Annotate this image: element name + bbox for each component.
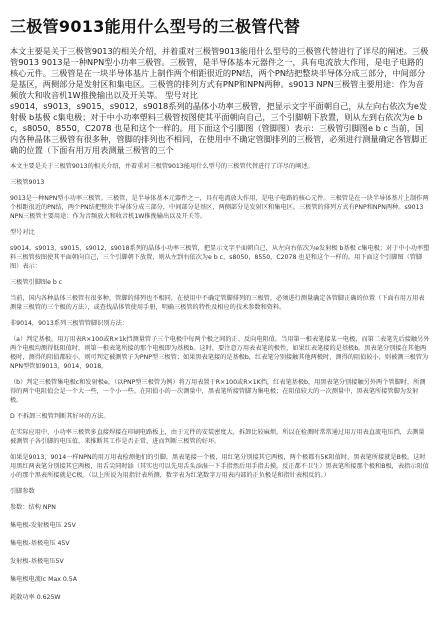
paragraph-multimeter: 如果是9013，9014一样NPN的用万用表检测他们的引脚，黑表笔接一个极，用红笔分别接其它两极，两个极都有5K阻值时，黑表笔所接就是B极。这时用黑红两表笔分别接其它两极，用舌尖同时舔（其实也可以先用舌头添湿一下手指然后用手指去摸，反正都不卫生）黑表笔所接那个极和B极，表指示阻值小的那个黑表所接就是C极。（以上所说为用指针表所测，数字表为红笔数字万用表内部的正负极是和指针表相反的。） [10, 454, 429, 479]
param-item: 参数：结构 NPN [10, 504, 56, 511]
paragraph-no-removal: D 不拆卸三极管判断其好坏的方法。 [10, 413, 110, 420]
paragraph-pins: 当前，国内各种晶体三极管有很多种，管脚的排列也不相同，在使用中不确定管脚排列的三极管，必须进行测量确定各管脚正确的位置（下面有用万用表测量三极管的三个极的方法），或查找晶体管使用手册，明确三极管的特性及相应的技术参数和资料。 [10, 295, 425, 311]
section-heading-params: 引脚参数 [10, 488, 35, 495]
paragraph-compare: s9014，s9013，s9015，s9012，s9018系列的晶体小功率三极管，把显示文字平面朝自己，从左向右依次为e发射极 b基极 c集电极；对于中小功率塑料三极管按图使其平面朝向自己，三个引脚朝下放置，则从左到右依次为e b c，s8050，8550，C2078 也是和这个一样的。用下面这个引脚图（管脚图）表示： [10, 245, 430, 270]
param-item: 集电极-基极电压 45V [10, 540, 70, 547]
lead-paragraph: 本文主要是关于三极管9013的相关介绍，并着重对三极管9013能用什么型号的三极管代替进行了详尽的阐述。三极管9013 9013是一种NPN型小功率三极管。三极管，是半导体基本元器件之一，具有电流放大作用，是电子电路的核心元件。三极管是在一块半导体基片上制作两个相距很近的PN结，两个PN结把整块半导体分成三部分，中间部分是基区，两侧部分是发射区和集电区。三极管的排列方式有PNP和NPN两种。s9013 NPN三极管主要用途：作为音频放大和收音机1W推挽输出以及开关等。 型号对比 [10, 46, 429, 100]
paragraph-9013: 9013是一种NPN型小功率三极管。三极管，是半导体基本元器件之一，具有电流放大作用，是电子电路的核心元件。三极管是在一块半导体基片上制作两个相距很近的PN结，两个PN结把整块半导体分成三部分，中间部分是基区，两侧部分是发射区和集电区。三极管的排列方式有PNP和NPN两种。s9013 NPN三极管主要用途：作为音频放大和收音机1W推挽输出以及开关等。 [10, 195, 429, 220]
param-item: 集电极电流Ic Max 0.5A [10, 576, 77, 583]
page-title: 三极管9013能用什么型号的三极管代替 [10, 17, 301, 36]
lead-summary [10, 46, 430, 156]
param-item: 发射极-基极电压5V [10, 558, 64, 565]
section-heading-method: 非9014，9013系列三极管管脚识别方法： [10, 320, 129, 327]
section-heading-pins: 三极管引脚图e b c [10, 279, 63, 286]
paragraph-collector-emitter: （b）判定三极管集电极c和发射极e。（以PNP型三极管为例）将万用表置于R×100或R×1K挡，红表笔基极b，用黑表笔分别接触另外两个管脚时，所测得的两个电阻值会是一个大一些，一个小一些。在阻值小的一次测量中，黑表笔所接管脚为集电极；在阻值较大的一次测量中，黑表笔所接管脚为发射极。 [10, 379, 426, 404]
param-item: 耗散功率 0.625W [10, 594, 61, 601]
document-body [10, 162, 430, 602]
param-list [10, 503, 430, 602]
lead-paragraph: s9014，s9013，s9015，s9012，s9018系列的晶体小功率三极管，把显示文字平面朝自己，从左向右依次为e发射极 b基极 c集电极；对于中小功率塑料三极管按图使其平面朝向自己，三个引脚朝下放置，则从左到右依次为e b c，s8050，8550，C2078 也是和这个一样的。用下面这个引脚图（管脚图）表示：三极管引脚图e b c 当前，国内各种晶体三极管有很多种，管脚的排列也不相同，在使用中不确定管脚排列的三极管，必须进行测量确定各管脚正确的位置（下面有用万用表测量三极管的三个 [10, 101, 428, 155]
section-heading-compare: 型号对比 [10, 229, 35, 236]
section-heading-9013: 三极管9013 [10, 179, 45, 186]
paragraph-base: （a）判定基极。用万用表R×100或R×1k挡测量管子三个电极中每两个极之间的正、反向电阻值。当用第一根表笔接某一电极，而第二表笔先后接触另外两个电极均测得低阻值时，则第一根表笔所接的那个电极即为基极b。这时，要注意万用表表笔的极性，如果红表笔接的是基极b。黑表笔分别接在其他两极时，测得的阻值都较小，则可判定被测管子为PNP型三极管；如果黑表笔接的是基极b，红表笔分别接触其他两极时，测得的阻值较小，则被测三极管为NPN型管如9013，9014，9018。 [10, 336, 430, 370]
paragraph-in-circuit: 在实际应用中，小功率三极管多直接焊接在印刷电路板上，由于元件的安装密度大，拆卸比较麻烦，所以在检测时常常通过用万用表直流电压挡，去测量被测管子各引脚的电压值，来推断其工作是否正常，进而判断三极管的好坏。 [10, 429, 425, 445]
param-item: 集电极-发射极电压 25V [10, 522, 76, 529]
intro-paragraph: 本文主要是关于三极管9013的相关介绍，并着重对三极管9013能用什么型号的三极管代替进行了详尽的阐述。 [10, 163, 314, 170]
